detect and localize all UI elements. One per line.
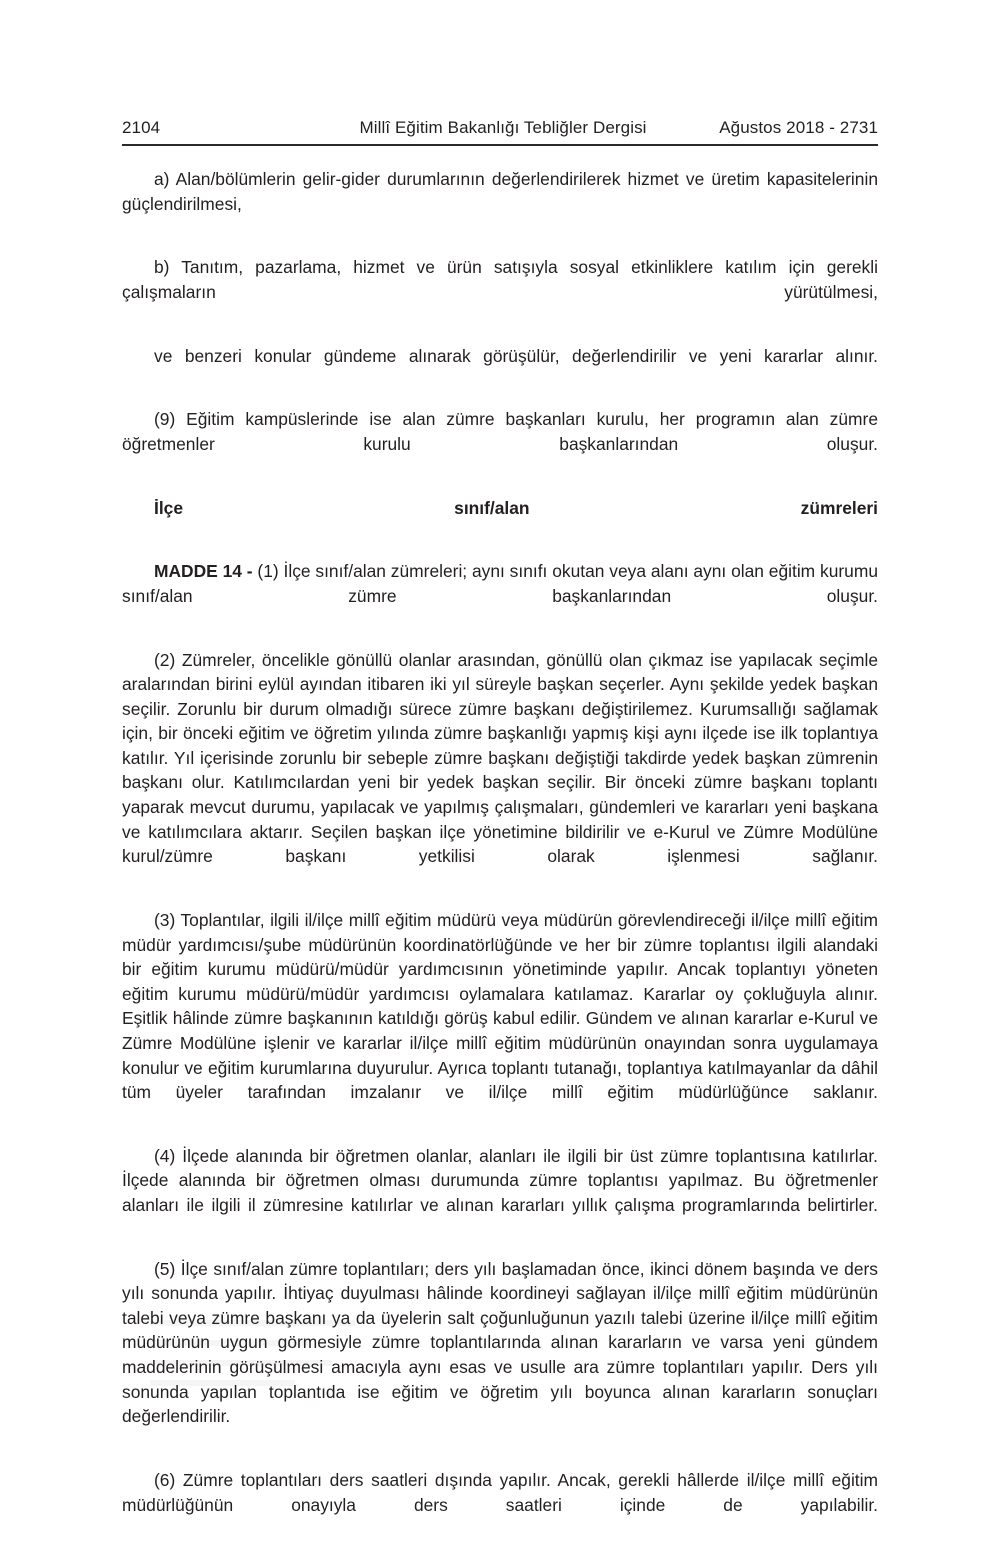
closing-line: ve benzeri konular gündeme alınarak görüşülür, değerlendirilir ve yeni kararlar alınır. [154, 345, 878, 366]
section-heading: İlçe sınıf/alan zümreleri [154, 497, 878, 518]
paragraph-1-text: (1) İlçe sınıf/alan zümreleri; aynı sınıfı okutan veya alanı aynı olan eğitim kurumu sınıf/alan zümre başkanlarından oluşur. [122, 561, 878, 606]
paragraph-5: (5) İlçe sınıf/alan zümre toplantıları; ders yılı başlamadan önce, ikinci dönem başında ve ders yılı sonunda yapılır. İhtiyaç duyulması hâlinde koordineyi sağlayan il/ilçe millî eğitim müdürünün talebi veya zümre başkanı ya da üyelerin salt çoğunluğunun yazılı talebi üzerine il/ilçe millî eğitim müdürünün uygun görmesiyle zümre toplantılarında alınan kararların ve varsa yeni gündem maddelerinin görüşülmesi amacıyla aynı esas ve usulle ara zümre toplantıları yapılır. Ders yılı sonunda yapılan toplantıda ise eğitim ve öğretim yılı boyunca alınan kararların sonuçları değerlendirilir. [122, 1258, 878, 1427]
page-content-column [122, 0, 878, 1556]
journal-title: Millî Eğitim Bakanlığı Tebliğler Dergisi [359, 118, 647, 137]
page-number: 2104 [122, 118, 161, 137]
paragraph-6: (6) Zümre toplantıları ders saatleri dışında yapılır. Ancak, gerekli hâllerde il/ilçe millî eğitim müdürlüğünün onayıyla ders saatleri içinde de yapılabilir. [122, 1469, 878, 1515]
list-item-b: b) Tanıtım, pazarlama, hizmet ve ürün satışıyla sosyal etkinliklere katılım için gerekli çalışmaların yürütülmesi, [122, 257, 878, 302]
body-text [122, 167, 878, 1542]
list-item-a: a) Alan/bölümlerin gelir-gider durumlarının değerlendirilerek hizmet ve üretim kapasitelerinin güçlendirilmesi, [122, 169, 878, 214]
article-label: MADDE 14 - [154, 561, 258, 582]
running-header [122, 113, 878, 143]
paragraph-3: (3) Toplantılar, ilgili il/ilçe millî eğitim müdürü veya müdürün görevlendireceği il/ilçe millî eğitim müdür yardımcısı/şube müdürünün koordinatörlüğünde ve her bir zümre toplantısı ilgili alandaki bir eğitim kurumu müdürü/müdür yardımcısının yönetiminde yapılır. Ancak toplantıyı yöneten eğitim kurumu müdürü/müdür yardımcısı oylamalara katılamaz. Kararlar oy çokluğuyla alınır. Eşitlik hâlinde zümre başkanının katıldığı görüş kabul edilir. Gündem ve alınan kararlar e-Kurul ve Zümre Modülüne işlenir ve kararlar il/ilçe millî eğitim müdürünün onayından sonra uygulamaya konulur ve eğitim kurumlarına duyurulur. Ayrıca toplantı tutanağı, toplantıya katılmayanlar da dâhil tüm üyeler tarafından imzalanır ve il/ilçe millî eğitim müdürlüğünce saklanır. [122, 909, 878, 1103]
paragraph-2: (2) Zümreler, öncelikle gönüllü olanlar arasından, gönüllü olan çıkmaz ise yapılacak seçimle aralarından birini eylül ayından itibaren iki yıl süreyle başkan seçerler. Aynı şekilde yedek başkan seçilir. Zorunlu bir durum olmadığı sürece zümre başkanı değiştirilemez. Kurumsallığı sağlamak için, bir önceki eğitim ve öğretim yılında zümre başkanlığı yapmış kişi aynı ilçede ise ilk toplantıya katılır. Yıl içerisinde zorunlu bir sebeple zümre başkanı değiştiği takdirde yedek başkan zümrenin başkanı olur. Katılımcılardan yeni bir yedek başkan seçilir. Bir önceki zümre başkanı toplantı yaparak mevcut durumu, yapılacak ve yapılmış çalışmaları, gündemleri ve kararları yeni başkana ve katılımcılara aktarır. Seçilen başkan ilçe yönetimine bildirilir ve e-Kurul ve Zümre Modülüne kurul/zümre başkanı yetkilisi olarak işlenmesi sağlanır. [122, 649, 878, 867]
paragraph-9: (9) Eğitim kampüslerinde ise alan zümre başkanları kurulu, her programın alan zümre öğretmenler kurulu başkanlarından oluşur. [122, 409, 878, 454]
header-divider [122, 144, 878, 146]
issue-date: Ağustos 2018 - 2731 [719, 118, 878, 137]
paragraph-1 [122, 559, 878, 633]
paragraph-4: (4) İlçede alanında bir öğretmen olanlar, alanları ile ilgili bir üst zümre toplantısına katılırlar. İlçede alanında bir öğretmen olması durumunda zümre toplantısı yapılmaz. Bu öğretmenler alanları ile ilgili il zümresine katılırlar ve alınan kararları yıllık çalışma programlarında belirtirler. [122, 1145, 878, 1215]
